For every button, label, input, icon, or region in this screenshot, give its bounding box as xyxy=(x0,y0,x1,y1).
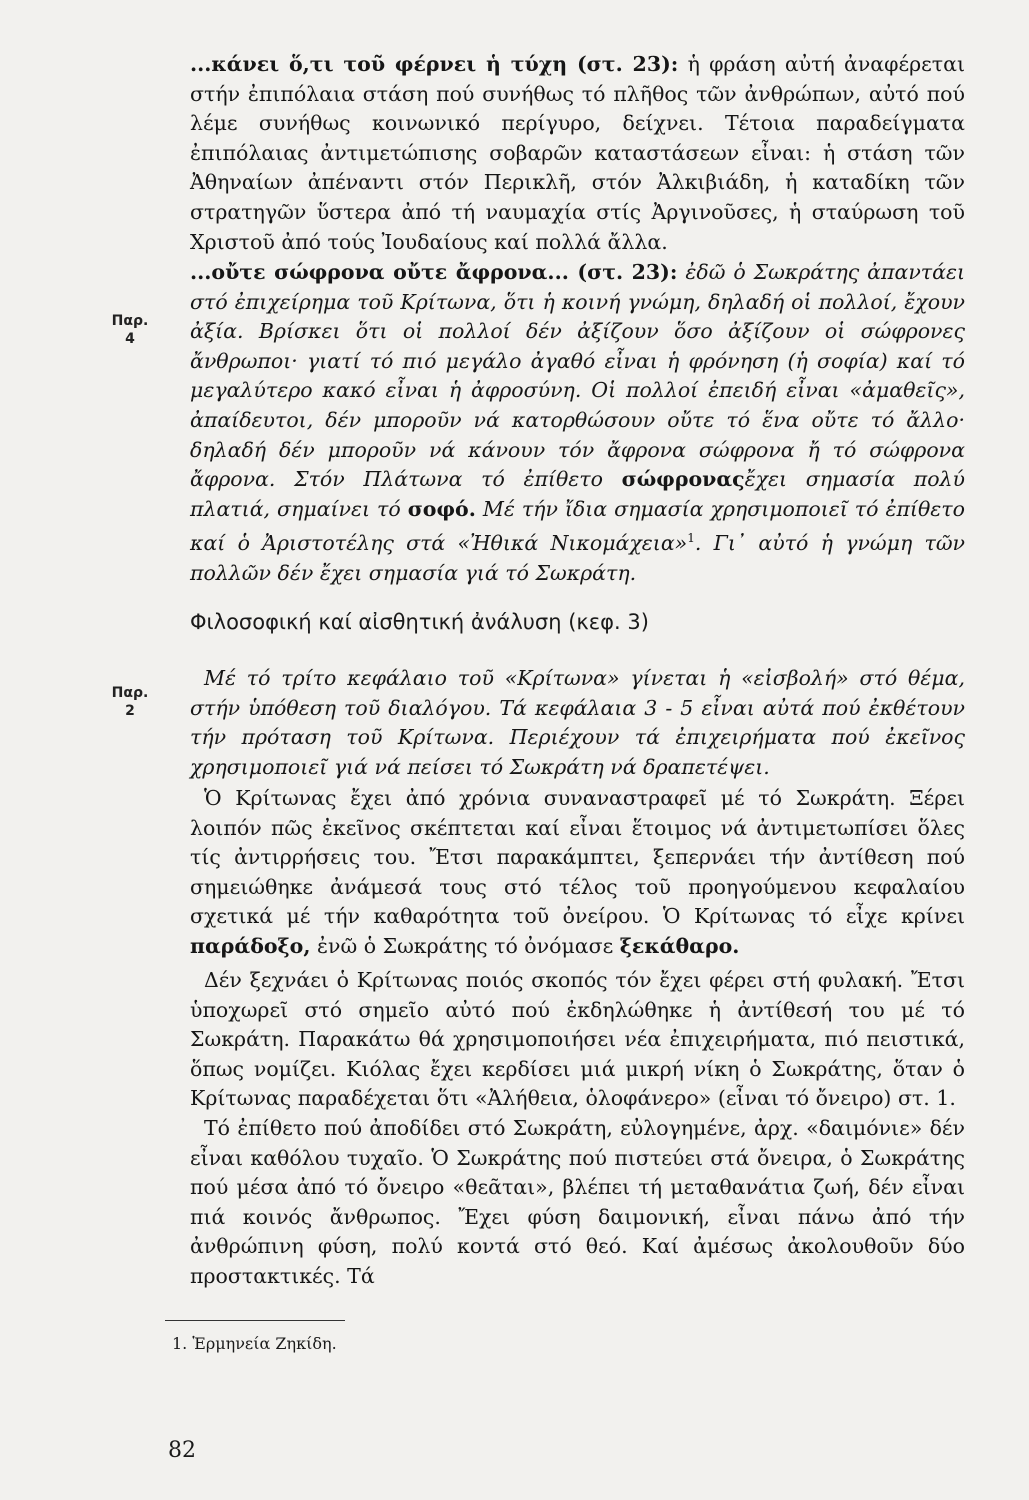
margin-note-par-4 xyxy=(105,312,155,348)
margin-note-number: 2 xyxy=(125,703,135,719)
paragraph-kanei-text: ἡ φράση αὐτή ἀναφέρεται στήν ἐπιπόλαια στάση πού συνήθως τό πλῆθος τῶν ἀνθρώπων, αὐτό πού λέμε συνήθως κοινωνικό περίγυρο, δείχνει. Τέτοια παραδείγματα ἐπιπόλαιας ἀντιμετώπισης σοβαρῶν καταστάσεων εἶναι: ἡ στάση τῶν Ἀθηναίων ἀπέναντι στόν Περικλῆ, στόν Ἀλκιβιάδη, ἡ καταδίκη τῶν στρατηγῶν ὕστερα ἀπό τή ναυμαχία στίς Ἀργινοῦσες, ἡ σταύρωση τοῦ Χριστοῦ ἀπό τούς Ἰουδαίους καί πολλά ἄλλα. xyxy=(190,52,965,254)
footnote: 1. Ἑρμηνεία Ζηκίδη. xyxy=(172,1334,337,1353)
paragraph-kanei xyxy=(190,50,965,257)
paragraph-oute-text-4: . Γι᾽ αὐτό ἡ γνώμη τῶν πολλῶν δέν ἔχει σημασία γιά τό Σωκράτη. xyxy=(190,531,965,585)
lemma-oute-sofrona: ...οὔτε σώφρονα οὔτε ἄφρονα... (στ. 23): xyxy=(190,260,678,284)
paragraph-kritonas-text-2: ἐνῶ ὁ Σωκράτης τό ὀνόμασε xyxy=(310,933,620,958)
paragraph-oute-text-1: ἐδῶ ὁ Σωκράτης ἀπαντάει στό ἐπιχείρημα τοῦ Κρίτωνα, ὅτι ἡ κοινή γνώμη, δηλαδή οἱ πολλοί, ἔχουν ἀξία. Βρίσκει ὅτι οἱ πολλοί δέν ἀξίζουν ὅσο ἀξίζουν οἱ σώφρονες ἄνθρωποι· γιατί τό πιό μεγάλο ἀγαθό εἶναι ἡ φρόνηση (ἡ σοφία) καί τό μεγαλύτερο κακό εἶναι ἡ ἀφροσύνη. Οἱ πολλοί ἐπειδή εἶναι «ἀμαθεῖς», ἀπαίδευτοι, δέν μποροῦν νά κατορθώσουν οὔτε τό ἕνα οὔτε τό ἄλλο· δηλαδή δέν μποροῦν νά κάνουν τόν ἄφρονα σώφρονα ἤ τό σώφρονα ἄφρονα. Στόν Πλάτωνα τό ἐπίθετο xyxy=(190,260,966,492)
paragraph-den-xechnaei-text: Δέν ξεχνάει ὁ Κρίτωνας ποιός σκοπός τόν ἔχει φέρει στή φυλακή. Ἔτσι ὑποχωρεῖ στό σημεῖο αὐτό πού ἐκδηλώθηκε ἡ ἀντίθεσή του μέ τό Σωκράτη. Παρακάτω θά χρησιμοποιήσει νέα ἐπιχειρήματα, πιό πειστικά, ὅπως νομίζει. Κιόλας ἔχει κερδίσει μιά μικρή νίκη ὁ Σωκράτης, ὅταν ὁ Κρίτωνας παραδέχεται ὅτι «Ἀλήθεια, ὁλοφάνερο» (εἶναι τό ὄνειρο) στ. 1. xyxy=(190,968,965,1111)
page-number: 82 xyxy=(168,1438,196,1463)
lemma-kanei: ...κάνει ὅ,τι τοῦ φέρνει ἡ τύχη (στ. 23): xyxy=(190,52,679,76)
paragraph-kritonas xyxy=(190,784,965,962)
paragraph-den-xechnaei xyxy=(190,966,965,1114)
bold-term-sofronas: σώφρονας xyxy=(621,467,745,492)
paragraph-epitheto-text: Τό ἐπίθετο πού ἀποδίδει στό Σωκράτη, εὐλογημένε, ἀρχ. «δαιμόνιε» δέν εἶναι καθόλου τυχαῖο. Ὁ Σωκράτης πού πιστεύει στά ὄνειρα, ὁ Σωκράτης πού μέσα ἀπό τό ὄνειρο «θεᾶται», βλέπει τή μεταθανάτια ζωή, δέν εἶναι πιά κοινός ἄνθρωπος. Ἔχει φύση δαιμονική, εἶναι πάνω ἀπό τήν ἀνθρώπινη φύση, πολύ κοντά στό θεό. Καί ἀμέσως ἀκολουθοῦν δύο προστακτικές. Τά xyxy=(190,1116,965,1288)
bold-term-xekatharo: ξεκάθαρο. xyxy=(619,933,740,958)
paragraph-oute-text-2: ἔχει σημασία πολύ πλατιά, σημαίνει τό xyxy=(190,467,965,521)
bold-term-paradoxo: παράδοξο, xyxy=(190,933,311,958)
margin-note-label: Παρ. xyxy=(111,685,149,701)
paragraph-oute-text-3: Μέ τήν ἴδια σημασία χρησιμοποιεῖ τό ἐπίθετο καί ὁ Ἀριστοτέλης στά «Ἠθικά Νικομάχεια» xyxy=(190,496,965,556)
section-heading: Φιλοσοφική καί αἰσθητική ἀνάλυση (κεφ. 3) xyxy=(190,610,649,634)
margin-note-label: Παρ. xyxy=(111,313,149,329)
paragraph-oute-sofrona xyxy=(190,258,965,588)
footnote-divider xyxy=(165,1320,345,1321)
paragraph-intro-chapter-3 xyxy=(190,664,965,782)
bold-term-sofo: σοφό. xyxy=(407,496,476,521)
footnote-marker: 1 xyxy=(687,531,695,546)
paragraph-intro-text: Μέ τό τρίτο κεφάλαιο τοῦ «Κρίτωνα» γίνεται ἡ «εἰσβολή» στό θέμα, στήν ὑπόθεση τοῦ διαλόγου. Τά κεφάλαια 3 - 5 εἶναι αὐτά πού ἐκθέτουν τήν πρόταση τοῦ Κρίτωνα. Περιέχουν τά ἐπιχειρήματα πού ἐκεῖνος χρησιμοποιεῖ γιά νά πείσει τό Σωκράτη νά δραπετέψει. xyxy=(190,666,965,779)
paragraph-kritonas-text-1: Ὁ Κρίτωνας ἔχει ἀπό χρόνια συναναστραφεῖ μέ τό Σωκράτη. Ξέρει λοιπόν πῶς ἐκεῖνος σκέπτεται καί εἶναι ἕτοιμος νά ἀντιμετωπίσει ὅλες τίς ἀντιρρήσεις του. Ἔτσι παρακάμπτει, ξεπερνάει τήν ἀντίθεση πού σημειώθηκε ἀνάμεσά τους στό τέλος τοῦ προηγούμενου κεφαλαίου σχετικά μέ τήν καθαρότητα τοῦ ὀνείρου. Ὁ Κρίτωνας τό εἶχε κρίνει xyxy=(190,786,965,929)
margin-note-number: 4 xyxy=(125,331,135,347)
paragraph-epitheto xyxy=(190,1114,965,1292)
margin-note-par-2 xyxy=(105,684,155,720)
